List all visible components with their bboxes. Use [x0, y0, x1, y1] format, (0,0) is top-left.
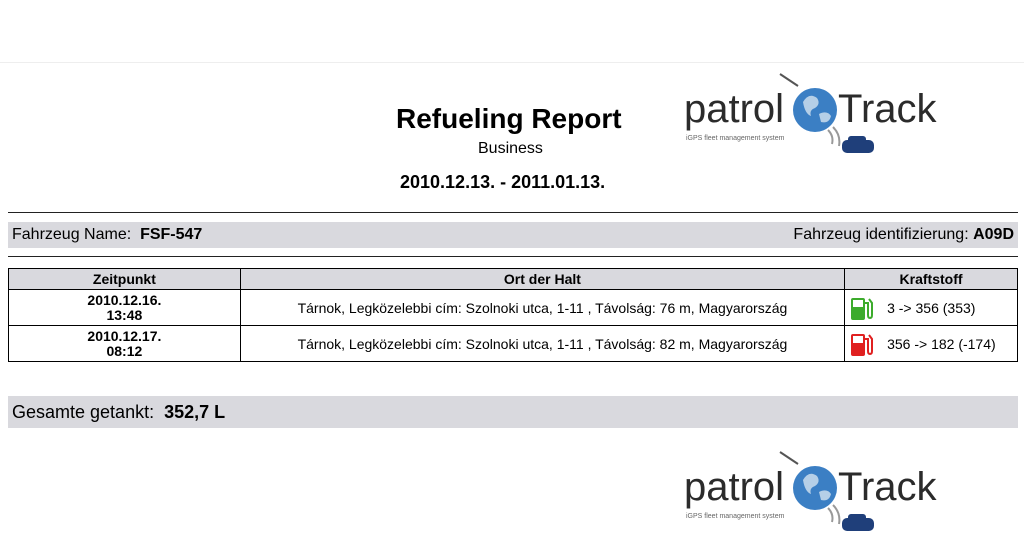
table-row	[9, 290, 1018, 326]
top-divider	[0, 62, 1024, 63]
divider-upper	[8, 212, 1018, 213]
vehicle-name-value: FSF-547	[140, 226, 203, 243]
patroltrack-logo	[682, 70, 942, 170]
fuel-pump-red-icon	[851, 332, 873, 356]
logo-tagline: iGPS fleet management system	[686, 513, 785, 520]
report-subtitle: Business	[478, 140, 543, 157]
vehicle-name-label: Fahrzeug Name:	[12, 226, 132, 243]
row-location: Tárnok, Legközelebbi cím: Szolnoki utca, 1-11 , Távolság: 82 m, Magyarország	[240, 326, 844, 362]
row-location: Tárnok, Legközelebbi cím: Szolnoki utca, 1-11 , Távolság: 76 m, Magyarország	[240, 290, 844, 326]
logo-text-right: Track	[838, 465, 937, 509]
row-time: 08:12	[106, 342, 143, 359]
vehicle-name-group	[12, 222, 202, 248]
vehicle-id-group	[793, 222, 1014, 248]
patroltrack-logo-footer	[682, 448, 942, 548]
logo-text-left: patrol	[684, 87, 785, 131]
row-date: 2010.12.17.	[87, 327, 162, 344]
row-fuel-value: 356 -> 182 (-174)	[887, 335, 996, 352]
row-fuel-cell	[845, 290, 1018, 326]
report-date-range: 2010.12.13. - 2011.01.13.	[400, 172, 606, 192]
globe-icon	[793, 88, 837, 132]
antenna-icon	[780, 74, 798, 86]
col-header-fuel: Kraftstoff	[845, 269, 1018, 290]
table-header-row	[9, 269, 1018, 290]
vehicle-id-value: A09D	[973, 226, 1014, 243]
row-date: 2010.12.16.	[87, 291, 162, 308]
row-fuel-value: 3 -> 356 (353)	[887, 299, 976, 316]
globe-icon	[793, 466, 837, 510]
row-time-cell	[9, 326, 241, 362]
total-label: Gesamte getankt:	[12, 402, 155, 422]
divider-lower	[8, 256, 1018, 257]
refueling-table	[8, 268, 1018, 362]
col-header-location: Ort der Halt	[240, 269, 844, 290]
vehicle-info-bar	[8, 222, 1018, 248]
logo-text-right: Track	[838, 87, 937, 131]
total-value: 352,7 L	[164, 402, 226, 422]
row-time-cell	[9, 290, 241, 326]
report-title: Refueling Report	[396, 103, 622, 134]
row-fuel-cell	[845, 326, 1018, 362]
logo-text-left: patrol	[684, 465, 785, 509]
logo-tagline: iGPS fleet management system	[686, 135, 785, 142]
vehicle-id-label: Fahrzeug identifizierung:	[793, 226, 969, 243]
row-time: 13:48	[106, 306, 143, 323]
col-header-time: Zeitpunkt	[9, 269, 241, 290]
antenna-icon	[780, 452, 798, 464]
table-row	[9, 326, 1018, 362]
fuel-pump-green-icon	[851, 296, 873, 320]
total-refueled-bar	[8, 396, 1018, 428]
